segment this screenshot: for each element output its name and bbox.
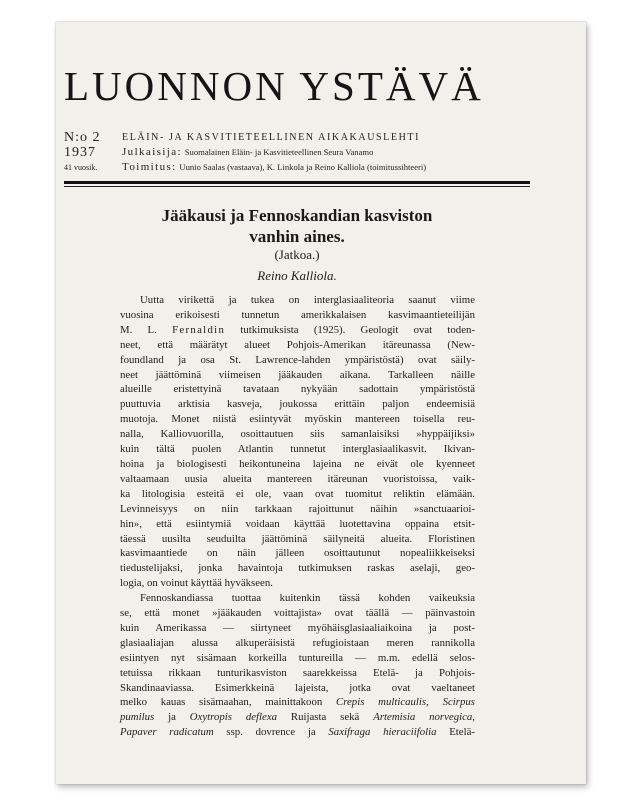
publisher-label: Julkaisija: bbox=[122, 146, 183, 158]
article-text-line: kuin tältä puolen Atlantin tunnetut interglasiaalikasvit. Ikivan- bbox=[120, 443, 475, 456]
volume-label: 41 vuosik. bbox=[64, 163, 98, 172]
article-text-line: valtaamaan uusia alueita mantereen itäreunan vuoristoissa, vaik- bbox=[120, 472, 475, 485]
continued-note: (Jatkoa.) bbox=[274, 247, 320, 262]
editors-label: Toimitus: bbox=[122, 161, 177, 173]
article-text-line: glasiaaliajan alussa alkuperäisistä refugioistaan meren rannikolla bbox=[120, 636, 475, 649]
article-text-line: Levinneisyys on niin tarkkaan rajoittunut näihin »sanctuaarioi- bbox=[120, 502, 475, 515]
publisher-line bbox=[122, 145, 426, 160]
article-text-line: pumilus ja Oxytropis deflexa Ruijasta sekä Artemisia norvegica, bbox=[120, 711, 475, 724]
article-text-line: esiintyen nyt sisämaan korkeilla tuntureilla — m.m. edellä selos- bbox=[120, 651, 475, 664]
article-text-line: neet, että määrätyt alueet Pohjois-Amerikan itäreunassa (New- bbox=[120, 338, 475, 351]
article-text-line: kasvimaantiede on näin jälleen osoittautunut nopealiikkeiseksi bbox=[120, 547, 475, 560]
editors-names: Uunio Saalas (vastaava), K. Linkola ja Reino Kalliola (toimitussihteeri) bbox=[179, 162, 427, 172]
journal-subtitle: ELÄIN- JA KASVITIETEELLINEN AIKAKAUSLEHTI bbox=[122, 132, 421, 143]
issue-info bbox=[64, 130, 101, 175]
article-text-line: neet jäättöminä viimeisen jääkauden aikana. Tarkalleen näille bbox=[120, 368, 475, 381]
issue-number: N:o 2 bbox=[64, 130, 101, 145]
article-text-line: tiedustelijaksi, jonka havaintoja tutkimuksen raskas aselaji, geo- bbox=[120, 562, 475, 575]
article-body bbox=[120, 293, 475, 740]
header-rule-thick bbox=[64, 181, 530, 184]
article-text-line: muotoja. Monet niistä esiintyvät myöskin mantereen toisella reu- bbox=[120, 413, 475, 426]
article-text-line: melko kauas sisämaahan, mainittakoon Crepis multicaulis, Scirpus bbox=[120, 696, 475, 709]
article-text-line: puuttuvia arktisia kasveja, joukossa erittäin paljon endeemisiä bbox=[120, 398, 475, 411]
article-title-line: Jääkausi ja Fennoskandian kasviston bbox=[161, 206, 433, 225]
journal-title: LUONNON YSTÄVÄ bbox=[64, 63, 484, 109]
article-text-line: logia, on voinut käyttää hyväkseen. bbox=[120, 577, 273, 590]
article-text-line: Fennoskandiassa tuottaa kuitenkin tässä kohden vaikeuksia bbox=[140, 592, 475, 605]
article-text-line: ka litologisia esteitä ei ole, vaan ovat tuomitut reliktin elämään. bbox=[120, 487, 475, 500]
article-author: Reino Kalliola. bbox=[257, 268, 337, 283]
publication-info bbox=[122, 130, 426, 175]
header-rule-thin bbox=[64, 186, 530, 187]
issue-year: 1937 bbox=[64, 145, 96, 160]
editors-line bbox=[122, 160, 426, 175]
article-text-line: alueille eristettyinä tavataan nykyään sadottain ympäristöstä bbox=[120, 383, 475, 396]
article-text-line: foundland ja osa St. Lawrence-lahden ympäristöstä) ovat säily- bbox=[120, 353, 475, 366]
article-title-line: vanhin aines. bbox=[249, 227, 345, 246]
article-text-line: vuosina erikoisesti tunnetun amerikkalaisen kasvimaantieteilijän bbox=[120, 308, 475, 321]
article-title bbox=[64, 205, 530, 247]
article-text-line: Skandinaaviassa. Esimerkkeinä lajeista, jotka ovat vaeltaneet bbox=[120, 681, 475, 694]
article-text-line: täessä uusilta seuduilta jäättöminä säilyneitä alueita. Floristinen bbox=[120, 532, 475, 545]
article-text-line: hin», että esiintymiä voidaan käyttää luotettavina oppaina etsit- bbox=[120, 517, 475, 530]
article-text-line: kuin Amerikassa — siirtyneet myöhäisglasiaaliaikoina ja post- bbox=[120, 621, 475, 634]
publisher-name: Suomalainen Eläin- ja Kasvitieteellinen Seura Vanamo bbox=[184, 147, 374, 157]
article-text-line: M. L. Fernaldin tutkimuksista (1925). Geologit ovat toden- bbox=[120, 323, 475, 336]
article-text-line: Papaver radicatum ssp. dovrence ja Saxifraga hieraciifolia Etelä- bbox=[120, 726, 475, 739]
article-text-line: nalla, Kalliovuorilla, osoittautuen siis samanlaisiksi »hyppäijiksi» bbox=[120, 428, 475, 441]
article-text-line: hoina ja biologisesti heikontuneina lajeina ne eivät ole kyenneet bbox=[120, 457, 475, 470]
article-text-line: Uutta virikettä ja tukea on interglasiaaliteoria saanut viime bbox=[140, 294, 475, 306]
article-text-line: se, että monet »jääkauden voittajista» ovat täällä — päinvastoin bbox=[120, 607, 475, 620]
article-text-line: tetuissa rikkaan tunturikasviston saarekkeissa Etelä- ja Pohjois- bbox=[120, 666, 475, 679]
